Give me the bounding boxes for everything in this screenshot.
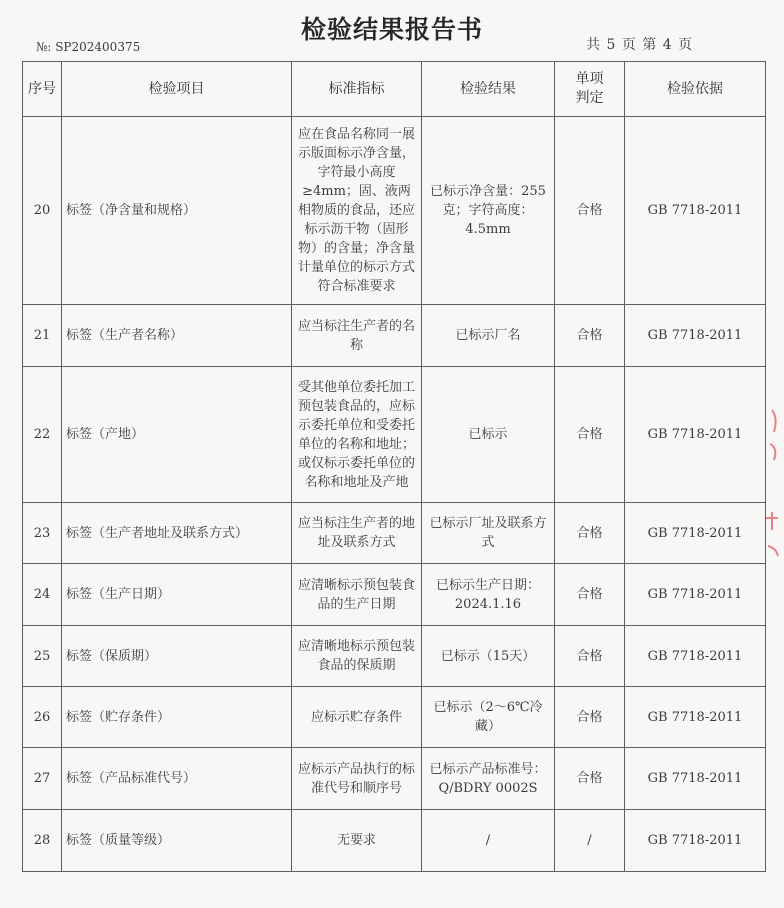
seal-arc-bottom (768, 546, 778, 556)
cell-item: 标签（生产者名称） (62, 305, 292, 367)
cell-item: 标签（产地） (62, 367, 292, 503)
cell-item: 标签（净含量和规格） (62, 117, 292, 305)
column-header-basis: 检验依据 (625, 62, 766, 117)
cell-standard: 应标示产品执行的标准代号和顺序号 (292, 748, 422, 810)
cell-result: 已标示产品标准号：Q/BDRY 0002S (422, 748, 555, 810)
table-row (23, 117, 766, 305)
cell-basis: GB 7718-2011 (625, 810, 766, 872)
seal-stamp-fragment (758, 400, 784, 580)
cell-basis: GB 7718-2011 (625, 564, 766, 626)
cell-judgement: / (555, 810, 625, 872)
cell-result: / (422, 810, 555, 872)
table-body (23, 117, 766, 872)
cell-standard: 应当标注生产者的名称 (292, 305, 422, 367)
cell-judgement: 合格 (555, 687, 625, 748)
cell-no: 22 (23, 367, 62, 503)
cell-judgement: 合格 (555, 748, 625, 810)
column-header-item: 检验项目 (62, 62, 292, 117)
table-row (23, 626, 766, 687)
cell-item: 标签（生产者地址及联系方式） (62, 503, 292, 564)
cell-no: 24 (23, 564, 62, 626)
cell-judgement: 合格 (555, 503, 625, 564)
table-row (23, 367, 766, 503)
cell-standard: 应清晰标示预包装食品的生产日期 (292, 564, 422, 626)
cell-item: 标签（产品标准代号） (62, 748, 292, 810)
cell-basis: GB 7718-2011 (625, 748, 766, 810)
cell-no: 23 (23, 503, 62, 564)
cell-basis: GB 7718-2011 (625, 626, 766, 687)
table-header (23, 62, 766, 117)
cell-basis: GB 7718-2011 (625, 687, 766, 748)
cell-no: 28 (23, 810, 62, 872)
seal-arc-mid (770, 444, 775, 460)
cell-standard: 无要求 (292, 810, 422, 872)
cell-item: 标签（贮存条件） (62, 687, 292, 748)
cell-item: 标签（质量等级） (62, 810, 292, 872)
table-row (23, 564, 766, 626)
column-header-standard: 标准指标 (292, 62, 422, 117)
seal-arc-low (766, 512, 778, 530)
cell-result: 已标示（2～6℃冷藏） (422, 687, 555, 748)
cell-result: 已标示厂名 (422, 305, 555, 367)
table-row (23, 748, 766, 810)
table-row (23, 810, 766, 872)
report-number: №: SP202400375 (36, 40, 141, 54)
table-row (23, 687, 766, 748)
cell-result: 已标示（15天） (422, 626, 555, 687)
page-title: 检验结果报告书 (300, 15, 483, 44)
cell-result: 已标示 (422, 367, 555, 503)
cell-result: 已标示生产日期：2024.1.16 (422, 564, 555, 626)
cell-basis: GB 7718-2011 (625, 503, 766, 564)
cell-item: 标签（保质期） (62, 626, 292, 687)
seal-arc-top (772, 410, 776, 432)
cell-no: 21 (23, 305, 62, 367)
page-counter: 共 5 页 第 4 页 (586, 37, 694, 53)
column-header-result: 检验结果 (422, 62, 555, 117)
table-row (23, 503, 766, 564)
column-header-judgement: 单项判定 (555, 62, 625, 117)
cell-standard: 受其他单位委托加工预包装食品的，应标示委托单位和受委托单位的名称和地址；或仅标示委托单位的名称和地址及产地 (292, 367, 422, 503)
cell-no: 27 (23, 748, 62, 810)
cell-judgement: 合格 (555, 305, 625, 367)
cell-judgement: 合格 (555, 117, 625, 305)
cell-judgement: 合格 (555, 367, 625, 503)
cell-standard: 应标示贮存条件 (292, 687, 422, 748)
cell-standard: 应在食品名称同一展示版面标示净含量，字符最小高度≥4mm；固、液两相物质的食品，还应标示沥干物（固形物）的含量；净含量计量单位的标示方式符合标准要求 (292, 117, 422, 305)
column-header-no: 序号 (23, 62, 62, 117)
cell-item: 标签（生产日期） (62, 564, 292, 626)
cell-judgement: 合格 (555, 626, 625, 687)
cell-judgement: 合格 (555, 564, 625, 626)
cell-standard: 应清晰地标示预包装食品的保质期 (292, 626, 422, 687)
cell-no: 20 (23, 117, 62, 305)
cell-no: 25 (23, 626, 62, 687)
table-row (23, 305, 766, 367)
cell-basis: GB 7718-2011 (625, 305, 766, 367)
cell-basis: GB 7718-2011 (625, 117, 766, 305)
cell-standard: 应当标注生产者的地址及联系方式 (292, 503, 422, 564)
cell-result: 已标示净含量：255克；字符高度：4.5mm (422, 117, 555, 305)
table-header-row (23, 62, 766, 117)
cell-result: 已标示厂址及联系方式 (422, 503, 555, 564)
cell-basis: GB 7718-2011 (625, 367, 766, 503)
cell-no: 26 (23, 687, 62, 748)
inspection-results-table (22, 61, 766, 872)
